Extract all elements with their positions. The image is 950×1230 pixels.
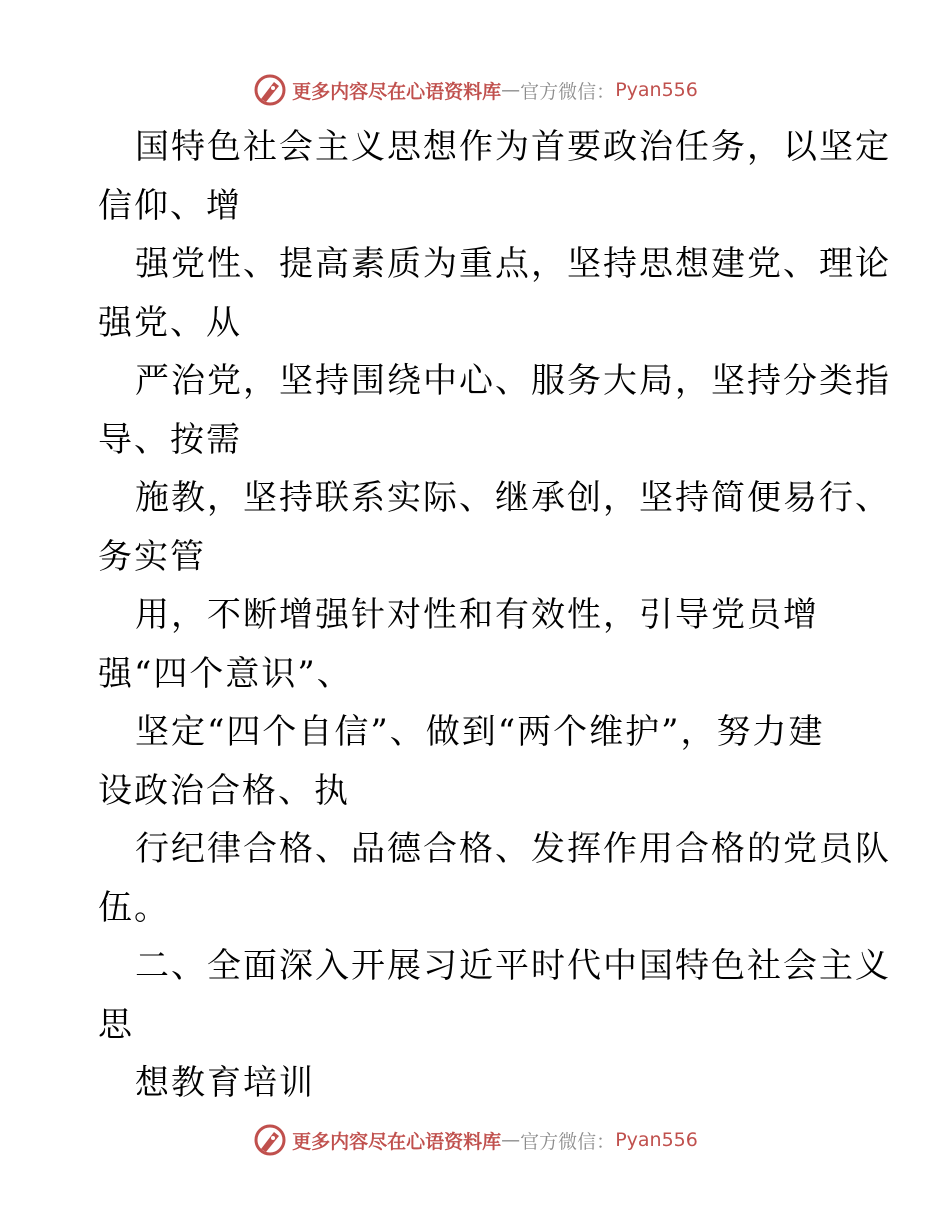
document-body bbox=[98, 118, 891, 1113]
body-line: 二、全面深入开展习近平时代中国特色社会主义 bbox=[135, 946, 891, 986]
watermark-handle: Pyan556 bbox=[615, 79, 698, 101]
body-line: 用，不断增强针对性和有效性，引导党员增 bbox=[135, 595, 819, 635]
body-line: 行纪律合格、品德合格、发挥作用合格的党员队 bbox=[135, 829, 891, 869]
watermark-label: 官方微信： bbox=[520, 1130, 616, 1153]
body-line: 强党性、提高素质为重点，坚持思想建党、理论 bbox=[135, 244, 891, 284]
body-line: 严治党，坚持围绕中心、服务大局，坚持分类指 bbox=[135, 361, 891, 401]
body-line: 强党、从 bbox=[98, 302, 242, 343]
body-line: 坚定“四个自信”、做到“两个维护”，努力建 bbox=[135, 712, 825, 752]
pen-nib-logo-icon bbox=[252, 1122, 288, 1158]
body-line: 施教，坚持联系实际、继承创，坚持简便易行、 bbox=[135, 478, 891, 518]
body-line: 信仰、增 bbox=[98, 185, 242, 226]
body-line: 导、按需 bbox=[98, 419, 242, 460]
footer-watermark bbox=[0, 1120, 950, 1160]
pen-nib-logo-icon bbox=[252, 72, 288, 108]
watermark-handle: Pyan556 bbox=[615, 1129, 698, 1151]
body-line: 伍。 bbox=[98, 887, 170, 928]
body-line: 想教育培训 bbox=[135, 1063, 315, 1103]
watermark-separator: — bbox=[501, 1129, 521, 1151]
body-line: 国特色社会主义思想作为首要政治任务，以坚定 bbox=[135, 127, 891, 167]
body-line: 思 bbox=[98, 1004, 134, 1045]
watermark-separator: — bbox=[501, 79, 521, 101]
body-line: 设政治合格、执 bbox=[98, 770, 350, 811]
header-watermark bbox=[0, 70, 950, 110]
watermark-text: 更多内容尽在心语资料库 bbox=[292, 1130, 502, 1153]
watermark-text: 更多内容尽在心语资料库 bbox=[292, 80, 502, 103]
body-line: 强“四个意识”、 bbox=[98, 653, 353, 694]
body-line: 务实管 bbox=[98, 536, 206, 577]
watermark-label: 官方微信： bbox=[520, 80, 616, 103]
